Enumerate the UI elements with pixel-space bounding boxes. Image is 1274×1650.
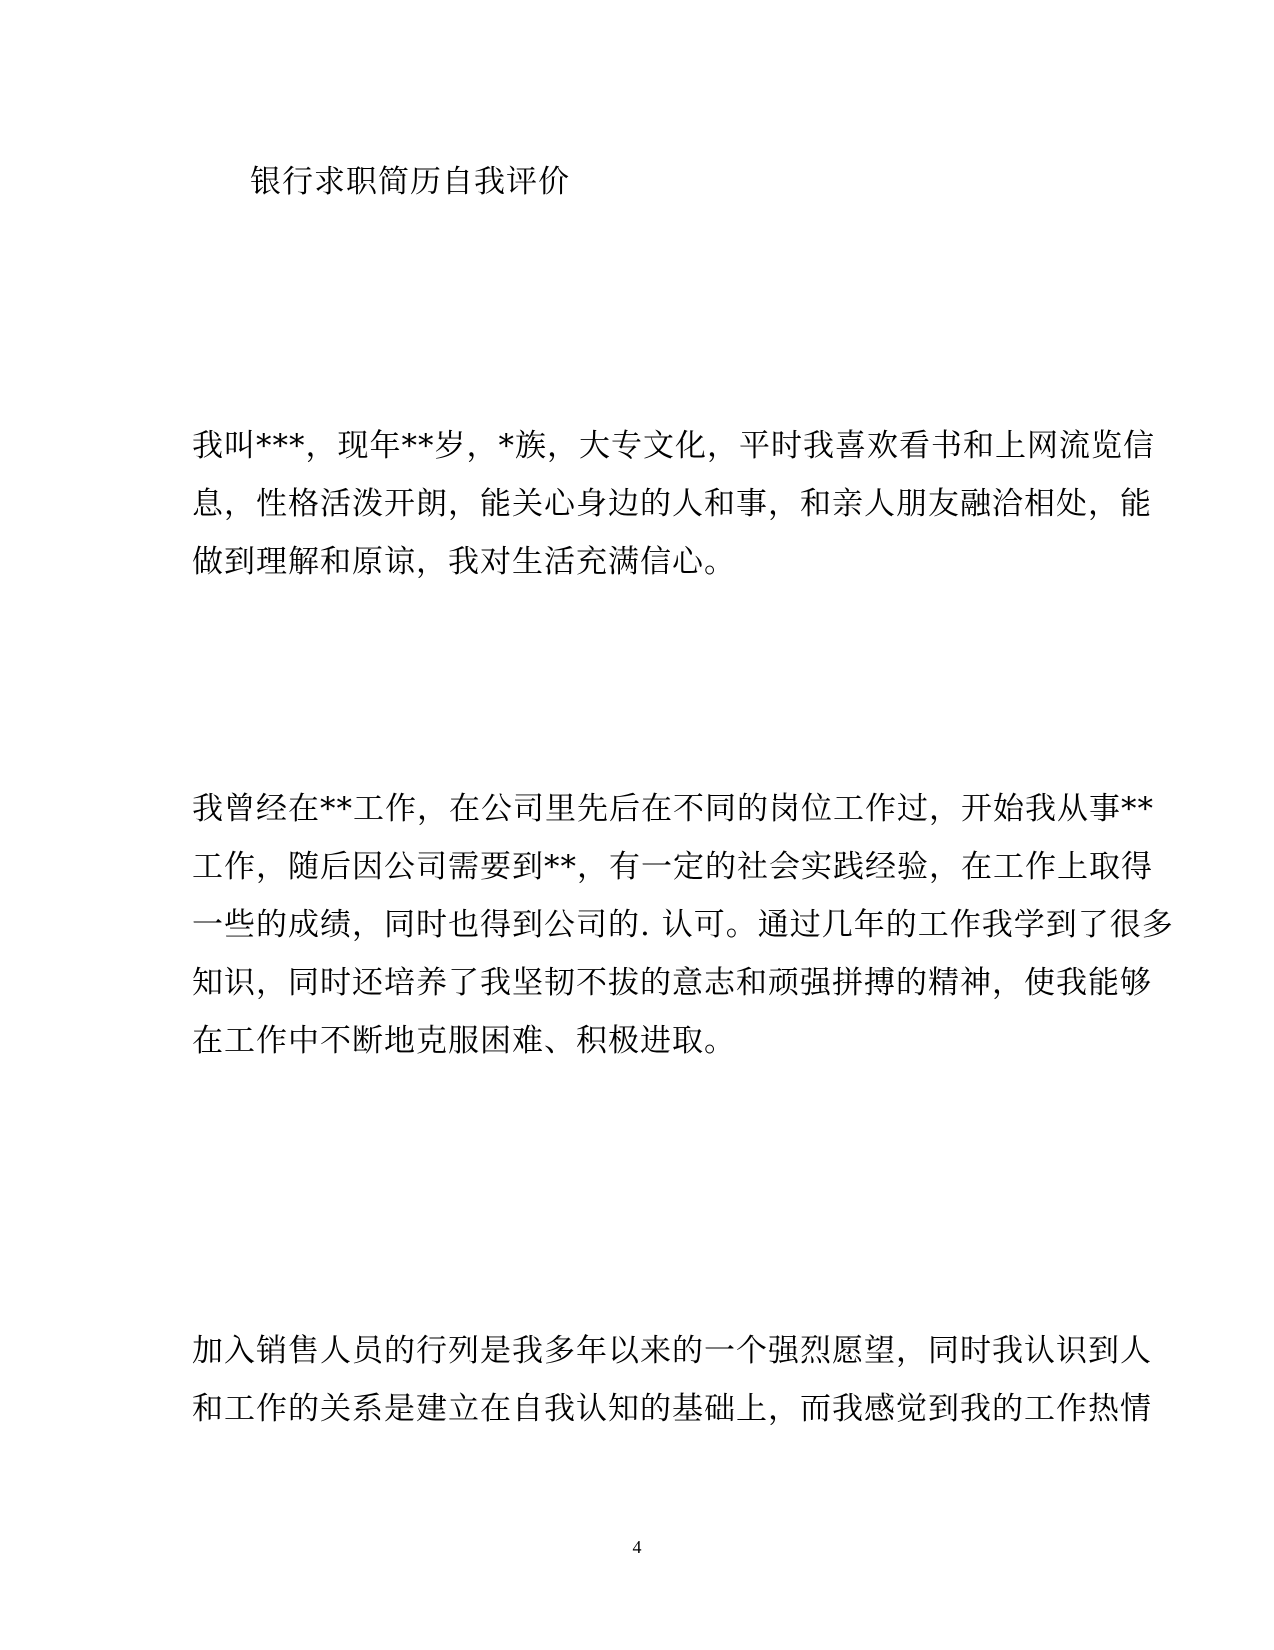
page-number: 4 <box>632 1537 642 1557</box>
paragraph-line: 工作，随后因公司需要到**，有一定的社会实践经验，在工作上取得 <box>192 849 1153 885</box>
paragraph-line: 一些的成绩，同时也得到公司的. 认可。通过几年的工作我学到了很多 <box>192 907 1174 943</box>
paragraph-line: 在工作中不断地克服困难、积极进取。 <box>192 1023 736 1059</box>
paragraph-career-goal <box>192 1322 1152 1438</box>
paragraph-line: 我叫***，现年**岁，*族，大专文化，平时我喜欢看书和上网流览信 <box>192 428 1155 464</box>
paragraph-line: 加入销售人员的行列是我多年以来的一个强烈愿望，同时我认识到人 <box>192 1333 1152 1369</box>
paragraph-line: 息，性格活泼开朗，能关心身边的人和事，和亲人朋友融洽相处，能 <box>192 486 1152 522</box>
paragraph-line: 知识，同时还培养了我坚韧不拔的意志和顽强拼搏的精神，使我能够 <box>192 965 1152 1001</box>
paragraph-personal-intro <box>192 417 1155 591</box>
paragraph-line: 和工作的关系是建立在自我认知的基础上，而我感觉到我的工作热情 <box>192 1391 1152 1427</box>
paragraph-line: 我曾经在**工作，在公司里先后在不同的岗位工作过，开始我从事** <box>192 791 1154 827</box>
document-title: 银行求职简历自我评价 <box>250 164 570 200</box>
paragraph-line: 做到理解和原谅，我对生活充满信心。 <box>192 544 736 580</box>
paragraph-work-experience <box>192 780 1174 1070</box>
